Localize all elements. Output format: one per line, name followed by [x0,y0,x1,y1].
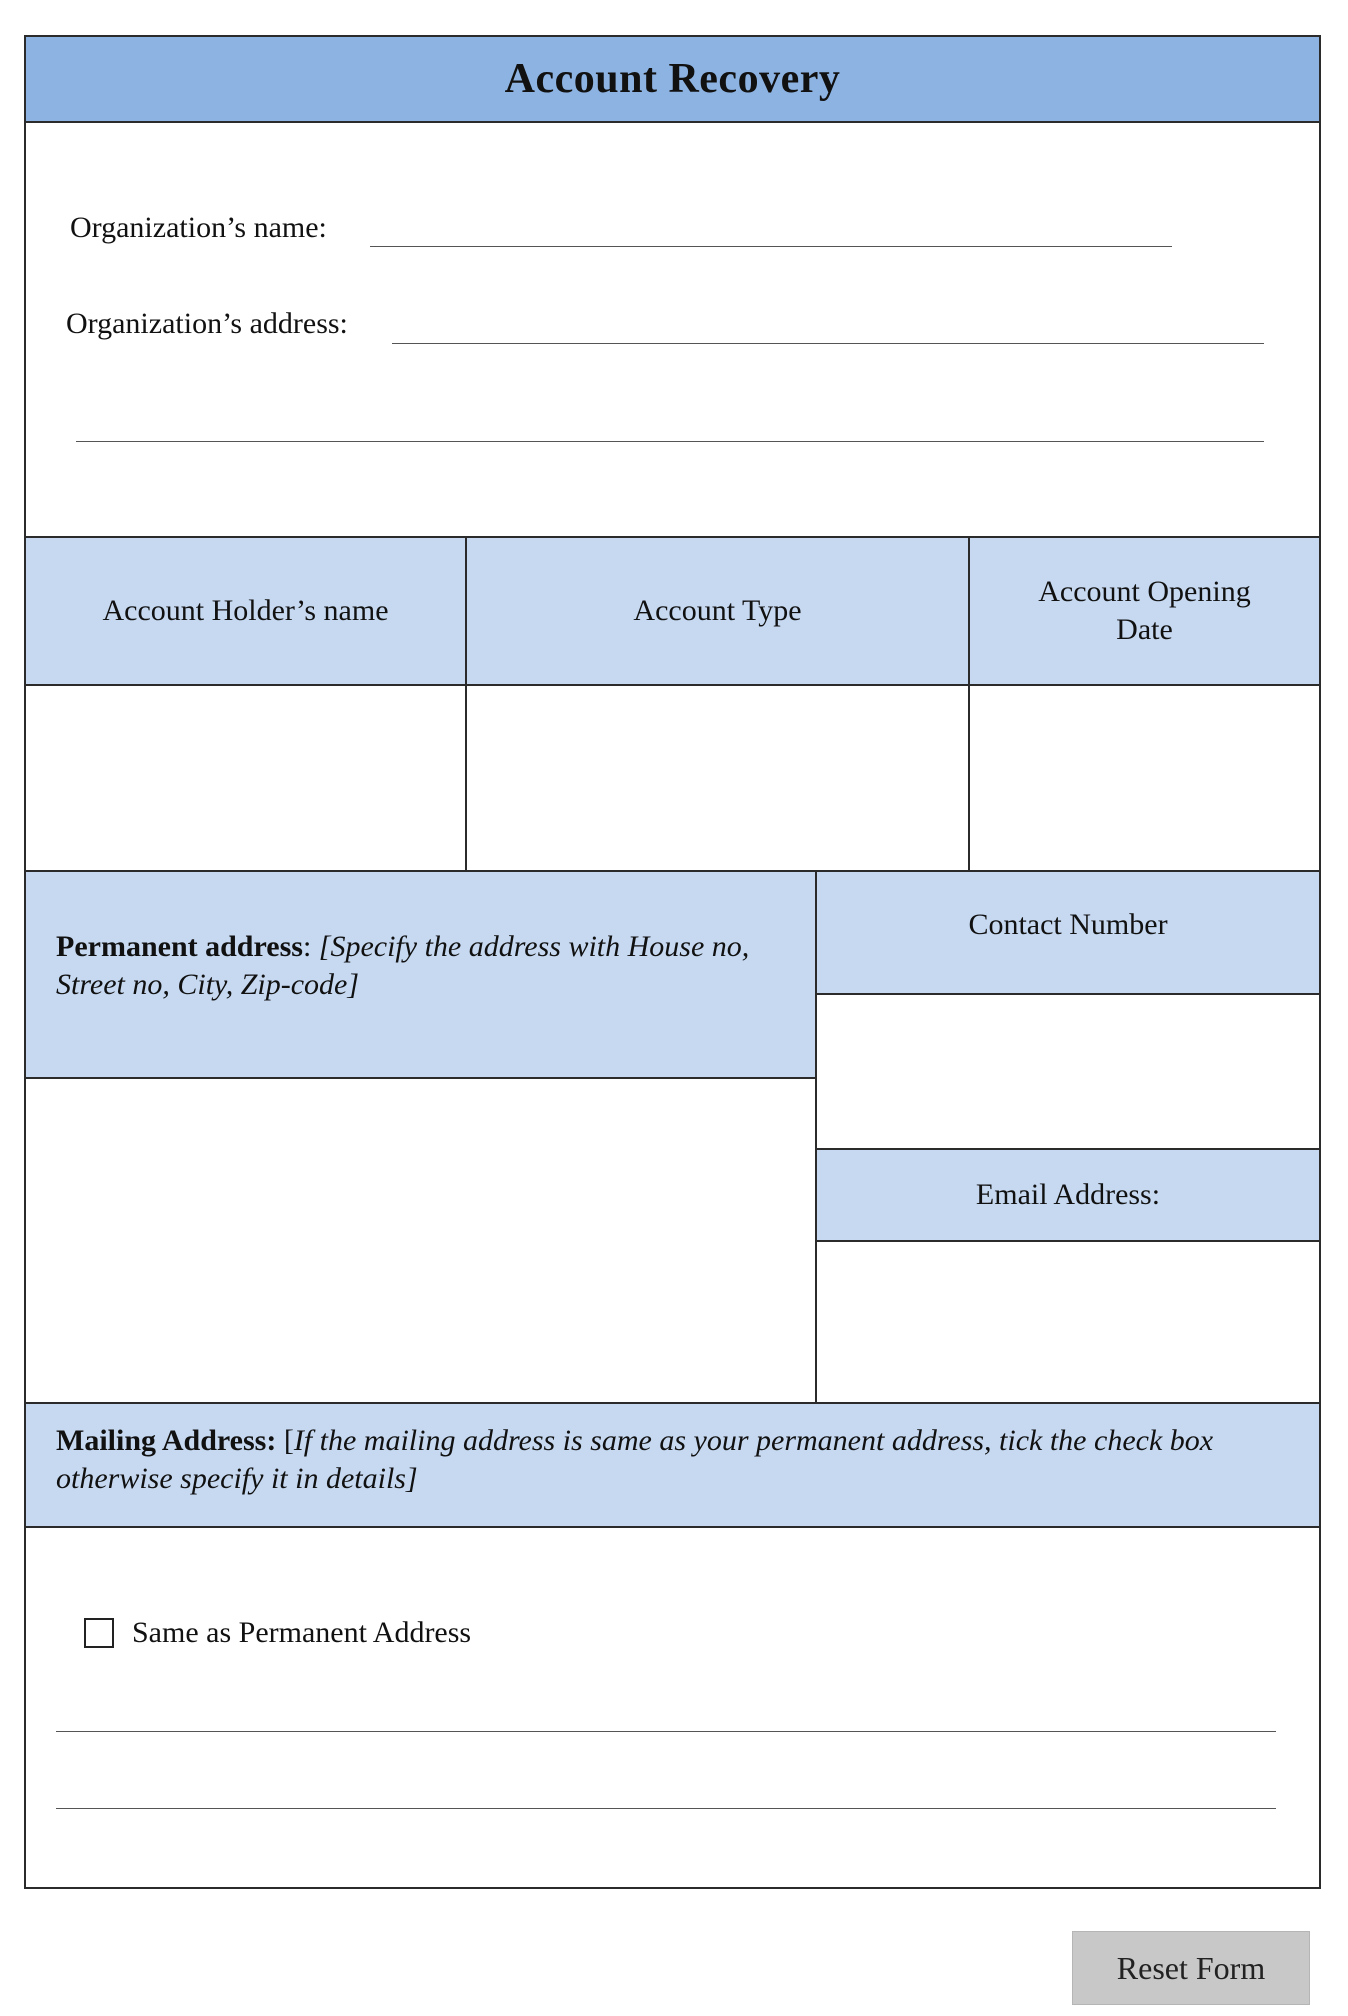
reset-form-button[interactable]: Reset Form [1072,1931,1310,2005]
mailing-address-label: Mailing Address: [56,1424,277,1457]
contact-number-label: Contact Number [968,908,1168,941]
org-address-input-line1[interactable] [392,342,1264,344]
contact-number-header [817,870,1319,995]
mailing-address-input-line1[interactable] [56,1730,1276,1732]
permanent-address-label-block [56,928,791,1004]
email-input[interactable] [817,1242,1319,1402]
cell-account-type[interactable] [467,686,970,870]
cell-account-opening-date[interactable] [970,686,1319,870]
email-label: Email Address: [975,1178,1161,1211]
mailing-address-hint: If the mailing address is same as your permanent address, tick the check box otherwise specify it in details] [56,1424,1214,1495]
same-as-permanent-checkbox[interactable] [84,1618,114,1648]
form-title-bar [26,37,1319,123]
mailing-address-bracket: [ [276,1424,294,1457]
mailing-address-input-line2[interactable] [56,1807,1276,1809]
mailing-address-label-block [56,1422,1279,1498]
permanent-address-input[interactable] [26,1079,817,1402]
contact-number-input[interactable] [817,995,1319,1150]
org-name-label: Organization’s name: [70,211,327,244]
header-opening-date-line2: Date [1116,613,1173,646]
org-address-label: Organization’s address: [66,307,348,340]
permanent-address-header [26,870,817,1079]
header-account-type-text: Account Type [633,594,802,627]
account-recovery-form [24,35,1321,1889]
header-account-holder-name [26,536,467,686]
header-account-holder-name-text: Account Holder’s name [102,594,389,627]
org-name-input[interactable] [370,245,1172,247]
same-as-permanent-label: Same as Permanent Address [132,1616,472,1649]
mailing-address-header [26,1402,1319,1528]
permanent-address-separator: : [302,930,319,963]
form-title: Account Recovery [504,56,841,102]
header-account-type [467,536,970,686]
org-address-input-line2[interactable] [76,440,1264,442]
cell-account-holder-name[interactable] [26,686,467,870]
header-opening-date-line1: Account Opening [1038,575,1251,608]
header-account-opening-date [970,536,1319,686]
permanent-address-hint: [Specify the address with House no, Street no, City, Zip-code] [56,930,750,1001]
permanent-address-label: Permanent address [56,930,303,963]
email-header [817,1150,1319,1242]
